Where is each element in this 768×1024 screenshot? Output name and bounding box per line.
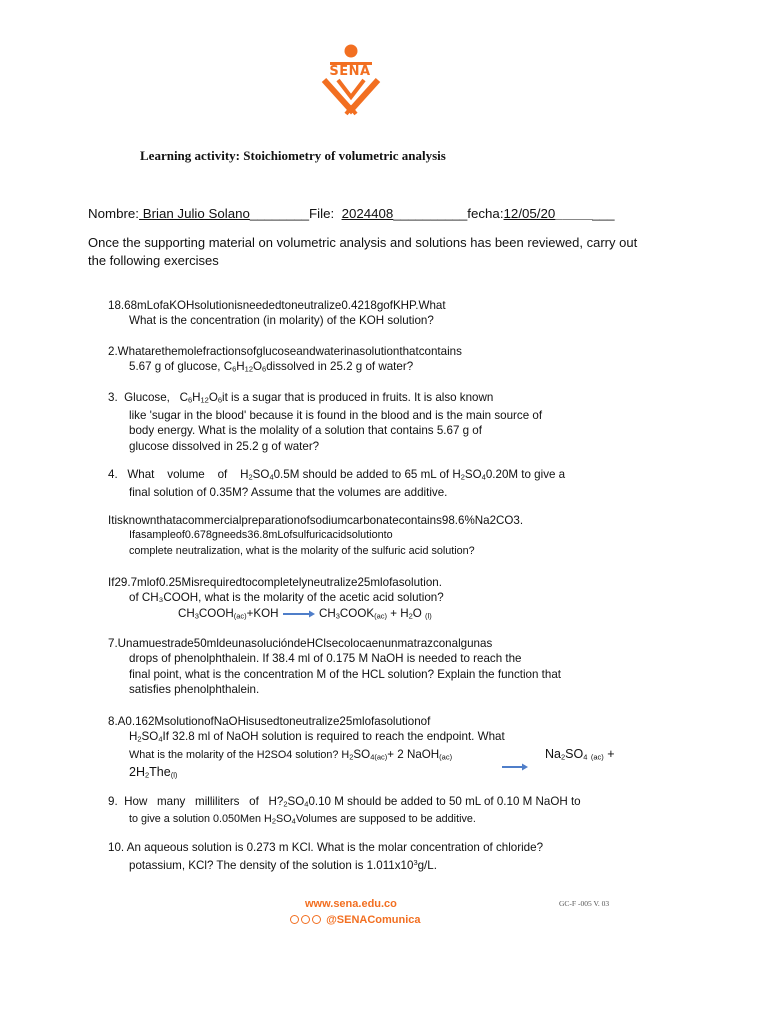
exercise-8-line-2: $H_2SO_4If$ 32.8 ml of NaOH solution is required to reach the endpoint. What [129, 730, 505, 744]
exercise-4 [108, 467, 565, 500]
document-code: GC-F -005 V. 03 [559, 899, 610, 908]
exercise-3-line-2: like 'sugar in the blood' because it is found in the blood and is the main source of [129, 408, 543, 422]
exercise-3-line-3: body energy. What is the molality of a solution that contains 5.67 g of [129, 424, 482, 438]
exercise-8-line-1: 8.A0.162MsolutionofNaOHisusedtoneutralize25mlofasolutionof [108, 715, 431, 728]
brand-name: SENA [329, 64, 371, 79]
exercise-7 [108, 636, 766, 698]
file-value: 2024408 [341, 206, 394, 221]
exercise-10 [108, 840, 543, 874]
exercise-3-line-1: 3. Glucose, $C_6H_{12}O_6it$ is a sugar that is produced in fruits. It is also known [108, 391, 494, 405]
instagram-icon[interactable] [301, 915, 310, 924]
exercise-10-line-2: potassium, KCl? The density of the solution is $1.011x10^3g/L$. [129, 858, 437, 873]
exercise-8-line-3: What is the molarity of the H2SO4 solution? $H_2SO_{4(ac)}+ 2$ NaOH$_{(ac)}$ [129, 748, 453, 762]
exercise-8 [108, 714, 605, 783]
exercise-6-equation: $CH_3COOH_{(ac)}+KOH$ $CH_3COOK_{(ac)} + H_2O$ $_{(l)}$ [178, 606, 432, 621]
nombre-blank: ________ [249, 206, 310, 221]
student-info-line [88, 206, 614, 221]
exercise-6-line-1: If29.7mlof0.25Misrequiredtocompletelyneutralize25mlofasolution. [108, 576, 442, 589]
exercise-7-line-2: drops of phenolphthalein. If 38.4 ml of 0.175 M NaOH is needed to reach the [129, 652, 522, 666]
exercise-2 [108, 344, 620, 377]
exercise-6 [108, 575, 609, 624]
page-title: Learning activity: Stoichiometry of volumetric analysis [140, 148, 446, 163]
exercise-4-line-2: final solution of 0.35M? Assume that the volumes are additive. [129, 485, 448, 499]
reaction-arrow-icon [501, 763, 529, 771]
exercise-7-line-4: satisfies phenolphthalein. [129, 683, 260, 697]
exercise-2-line-1: 2.Whatarethemolefractionsofglucoseandwaterinasolutionthatcontains [108, 345, 462, 358]
intro-paragraph: Once the supporting material on volumetric analysis and solutions has been reviewed, carry out the following exercises [88, 235, 638, 268]
exercise-7-line-1: 7.Unamuestrade50mldeunasolucióndeHClsecolocaenunmatrazconalgunas [108, 637, 493, 650]
exercise-3 [108, 390, 542, 454]
twitter-icon[interactable] [312, 915, 321, 924]
exercise-5 [108, 513, 618, 559]
fecha-label: fecha: [467, 206, 504, 221]
footer-url[interactable]: www.sena.edu.co [305, 898, 397, 910]
exercise-2-line-2: 5.67 g of glucose, $C_6H_{12}O_6dissolved$ in 25.2 g of water? [129, 360, 414, 374]
exercise-8-line-4: $2H_2The_{(l)}$ [129, 765, 178, 780]
exercise-9-line-2: to give a solution 0.050Men $H_2SO_4Volumes$ are supposed to be additive. [129, 812, 476, 826]
exercise-1-line-1: 18.68mLofaKOHsolutionisneededtoneutralize0.4218gofKHP.What [108, 299, 446, 312]
reaction-arrow-icon [282, 610, 316, 618]
fecha-tail: ___ [592, 206, 615, 221]
exercise-7-line-3: final point, what is the concentration M of the HCL solution? Explain the function that [129, 667, 562, 681]
facebook-icon[interactable] [290, 915, 299, 924]
exercise-9 [108, 794, 581, 829]
nombre-label: Nombre: [88, 206, 139, 221]
footer-social-handle[interactable]: @SENAComunica [326, 914, 421, 926]
exercise-4-line-1: 4. What volume of $H_2SO_40.5M$ should be added to 65 mL of $H_2SO_40.20M$ to give a [108, 468, 566, 482]
exercise-10-line-1: 10. An aqueous solution is 0.273 m KCl. What is the molar concentration of chloride? [108, 841, 544, 854]
exercise-5-line-2: Ifasampleof0.678gneeds36.8mLofsulfuricacidsolutionto [129, 529, 393, 542]
file-blank: __________ [393, 206, 468, 221]
footer [290, 896, 421, 928]
exercise-5-line-3: complete neutralization, what is the molarity of the sulfuric acid solution? [129, 544, 475, 557]
exercise-1-line-2: What is the concentration (in molarity) of the KOH solution? [129, 314, 434, 328]
exercise-6-line-2: of CH₃COOH, what is the molarity of the acetic acid solution? [129, 591, 444, 605]
exercise-3-line-4: glucose dissolved in 25.2 g of water? [129, 439, 320, 453]
footer-social [290, 912, 421, 928]
exercise-9-line-1: 9. How many milliliters of $H?_2SO_40.10$ M should be added to 50 mL of 0.10 M NaOH to [108, 795, 581, 809]
exercise-8-product: $Na_2SO_4$ $_{(ac)}$ + [545, 747, 615, 762]
sena-logo-icon [316, 42, 386, 122]
file-label: File: [309, 206, 335, 221]
nombre-value: Brian Julio Solano [139, 206, 250, 221]
exercise-1 [108, 298, 603, 329]
fecha-value: 12/05/20 [503, 206, 556, 221]
exercise-5-line-1: Itisknownthatacommercialpreparationofsodiumcarbonatecontains98.6%Na2CO3. [108, 514, 524, 527]
fecha-blank: _____ [555, 206, 593, 221]
